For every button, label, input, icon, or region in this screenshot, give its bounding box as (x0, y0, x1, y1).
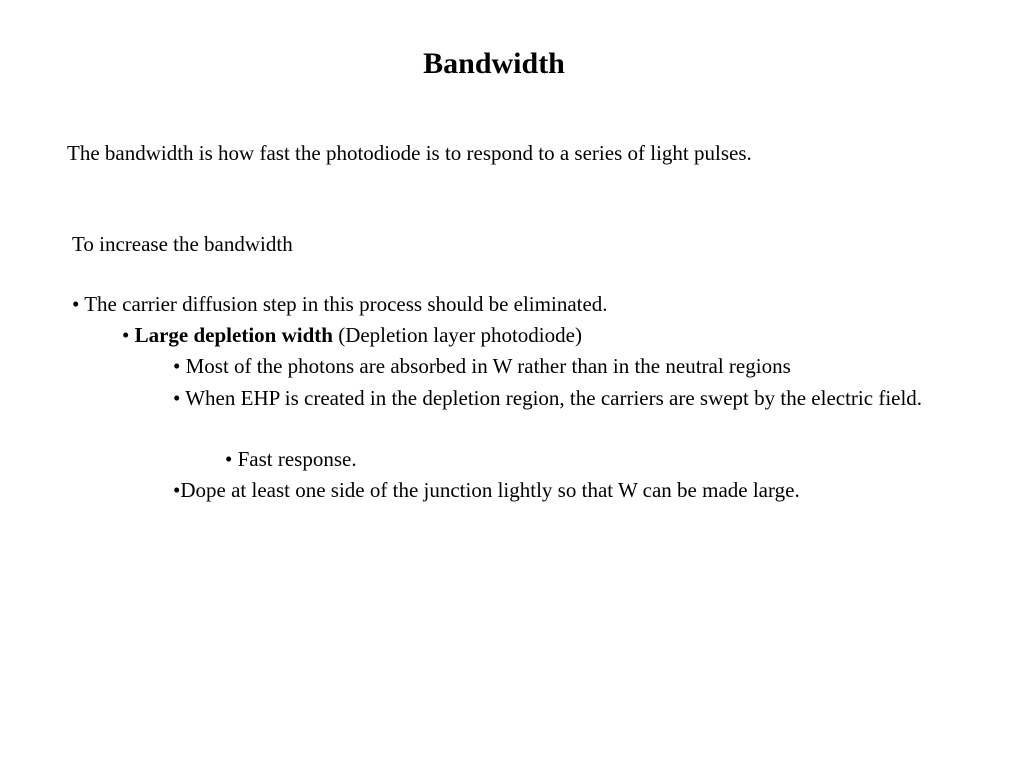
bullet-depletion-width (122, 321, 582, 349)
bullet-depletion-width-rest: (Depletion layer photodiode) (332, 323, 582, 347)
slide-title: Bandwidth (423, 47, 565, 80)
bullet-ehp-swept: • When EHP is created in the depletion region, the carriers are swept by the electric field. (173, 386, 923, 410)
section-heading: To increase the bandwidth (72, 232, 293, 256)
bullet-diffusion: • The carrier diffusion step in this process should be eliminated. (72, 292, 608, 316)
intro-text: The bandwidth is how fast the photodiode is to respond to a series of light pulses. (67, 141, 752, 165)
bullet-marker: • (122, 323, 135, 347)
bullet-depletion-width-bold: Large depletion width (134, 323, 333, 347)
bullet-fast-response: • Fast response. (225, 447, 357, 471)
bullet-dope-junction: •Dope at least one side of the junction lightly so that W can be made large. (173, 478, 800, 502)
bullet-photons-absorbed: • Most of the photons are absorbed in W rather than in the neutral regions (173, 354, 791, 378)
